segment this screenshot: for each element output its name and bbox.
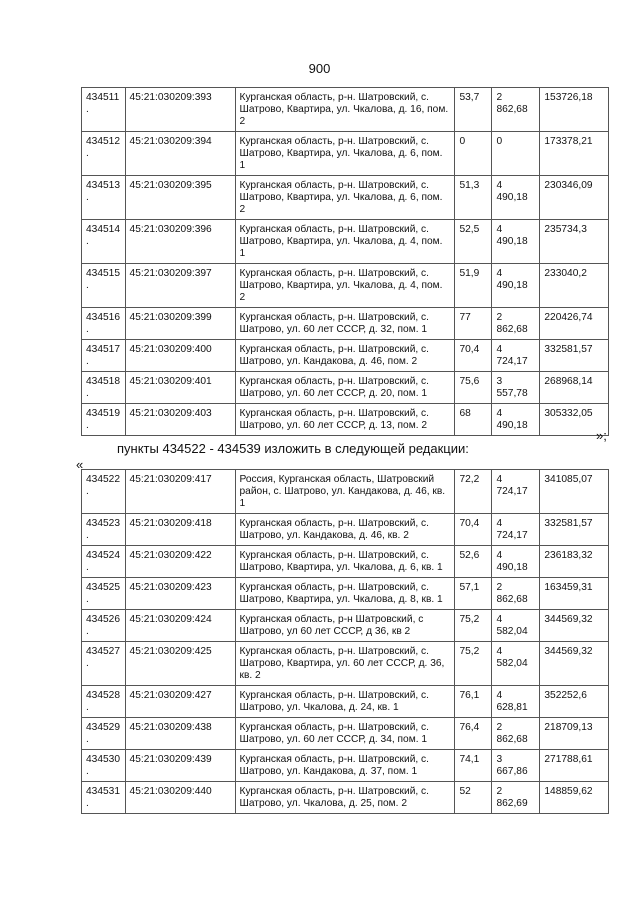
address-cell: Курганская область, р-н. Шатровский, с. Шатрово, Квартира, ул. Чкалова, д. 8, кв. 1 xyxy=(235,578,455,610)
cadastral-value-cell: 268968,14 xyxy=(540,372,609,404)
cadastral-value-cell: 344569,32 xyxy=(540,610,609,642)
row-number-cell: 434524. xyxy=(82,546,126,578)
row-number-cell: 434517. xyxy=(82,340,126,372)
table-row xyxy=(82,686,609,718)
rate-cell: 4 724,17 xyxy=(492,514,540,546)
area-cell: 72,2 xyxy=(455,470,492,514)
address-cell: Курганская область, р-н. Шатровский, с. Шатрово, Квартира, ул. Чкалова, д. 6, кв. 1 xyxy=(235,546,455,578)
cadastral-value-cell: 352252,6 xyxy=(540,686,609,718)
area-cell: 70,4 xyxy=(455,340,492,372)
row-number-cell: 434529. xyxy=(82,718,126,750)
address-cell: Курганская область, р-н. Шатровский, с. Шатрово, ул. Кандакова, д. 46, кв. 2 xyxy=(235,514,455,546)
cadastral-number-cell: 45:21:030209:424 xyxy=(125,610,235,642)
row-number-cell: 434511. xyxy=(82,88,126,132)
row-number-cell: 434512. xyxy=(82,132,126,176)
amendment-instruction: пункты 434522 - 434539 изложить в следующей редакции: xyxy=(117,441,469,456)
rate-cell: 4 724,17 xyxy=(492,340,540,372)
cadastral-value-cell: 218709,13 xyxy=(540,718,609,750)
cadastral-value-cell: 271788,61 xyxy=(540,750,609,782)
rate-cell: 0 xyxy=(492,132,540,176)
cadastral-value-cell: 236183,32 xyxy=(540,546,609,578)
cadastral-number-cell: 45:21:030209:395 xyxy=(125,176,235,220)
cadastral-number-cell: 45:21:030209:417 xyxy=(125,470,235,514)
row-number-cell: 434530. xyxy=(82,750,126,782)
row-number-cell: 434527. xyxy=(82,642,126,686)
address-cell: Курганская область, р-н. Шатровский, с. Шатрово, Квартира, ул. 60 лет СССР, д. 36, кв. 2 xyxy=(235,642,455,686)
row-number-cell: 434523. xyxy=(82,514,126,546)
area-cell: 51,9 xyxy=(455,264,492,308)
area-cell: 57,1 xyxy=(455,578,492,610)
row-number-cell: 434516. xyxy=(82,308,126,340)
area-cell: 76,1 xyxy=(455,686,492,718)
cadastral-number-cell: 45:21:030209:397 xyxy=(125,264,235,308)
area-cell: 68 xyxy=(455,404,492,436)
row-number-cell: 434513. xyxy=(82,176,126,220)
cadastral-value-cell: 230346,09 xyxy=(540,176,609,220)
table-row xyxy=(82,642,609,686)
cadastral-number-cell: 45:21:030209:399 xyxy=(125,308,235,340)
rate-cell: 2 862,68 xyxy=(492,308,540,340)
row-number-cell: 434528. xyxy=(82,686,126,718)
cadastral-number-cell: 45:21:030209:425 xyxy=(125,642,235,686)
rate-cell: 2 862,68 xyxy=(492,88,540,132)
table-row xyxy=(82,750,609,782)
cadastral-value-cell: 332581,57 xyxy=(540,340,609,372)
area-cell: 77 xyxy=(455,308,492,340)
cadastral-number-cell: 45:21:030209:439 xyxy=(125,750,235,782)
cadastral-value-cell: 153726,18 xyxy=(540,88,609,132)
table-row xyxy=(82,578,609,610)
cadastral-number-cell: 45:21:030209:422 xyxy=(125,546,235,578)
cadastral-number-cell: 45:21:030209:400 xyxy=(125,340,235,372)
table-row xyxy=(82,404,609,436)
row-number-cell: 434514. xyxy=(82,220,126,264)
cadastral-value-cell: 341085,07 xyxy=(540,470,609,514)
table-row xyxy=(82,308,609,340)
address-cell: Курганская область, р-н. Шатровский, с. Шатрово, ул. 60 лет СССР, д. 13, пом. 2 xyxy=(235,404,455,436)
rate-cell: 3 667,86 xyxy=(492,750,540,782)
rate-cell: 4 490,18 xyxy=(492,264,540,308)
row-number-cell: 434519. xyxy=(82,404,126,436)
area-cell: 52 xyxy=(455,782,492,814)
cadastral-number-cell: 45:21:030209:427 xyxy=(125,686,235,718)
area-cell: 75,6 xyxy=(455,372,492,404)
rate-cell: 4 628,81 xyxy=(492,686,540,718)
area-cell: 74,1 xyxy=(455,750,492,782)
cadastral-value-cell: 344569,32 xyxy=(540,642,609,686)
row-number-cell: 434518. xyxy=(82,372,126,404)
row-number-cell: 434526. xyxy=(82,610,126,642)
rate-cell: 4 724,17 xyxy=(492,470,540,514)
rate-cell: 2 862,68 xyxy=(492,578,540,610)
rate-cell: 4 582,04 xyxy=(492,610,540,642)
rate-cell: 2 862,69 xyxy=(492,782,540,814)
rate-cell: 4 490,18 xyxy=(492,546,540,578)
address-cell: Курганская область, р-н Шатровский, с Шатрово, ул 60 лет СССР, д 36, кв 2 xyxy=(235,610,455,642)
area-cell: 52,6 xyxy=(455,546,492,578)
address-cell: Курганская область, р-н. Шатровский, с. Шатрово, Квартира, ул. Чкалова, д. 4, пом. 2 xyxy=(235,264,455,308)
register-table-after xyxy=(81,469,609,814)
opening-quote: « xyxy=(76,457,84,472)
table-row xyxy=(82,782,609,814)
address-cell: Курганская область, р-н. Шатровский, с. Шатрово, ул. 60 лет СССР, д. 32, пом. 1 xyxy=(235,308,455,340)
table-row xyxy=(82,718,609,750)
area-cell: 53,7 xyxy=(455,88,492,132)
address-cell: Курганская область, р-н. Шатровский, с. Шатрово, ул. Чкалова, д. 24, кв. 1 xyxy=(235,686,455,718)
cadastral-value-cell: 148859,62 xyxy=(540,782,609,814)
table-row xyxy=(82,470,609,514)
cadastral-value-cell: 163459,31 xyxy=(540,578,609,610)
rate-cell: 3 557,78 xyxy=(492,372,540,404)
table-row xyxy=(82,220,609,264)
cadastral-value-cell: 305332,05 xyxy=(540,404,609,436)
area-cell: 0 xyxy=(455,132,492,176)
rate-cell: 4 582,04 xyxy=(492,642,540,686)
cadastral-number-cell: 45:21:030209:403 xyxy=(125,404,235,436)
table-row xyxy=(82,132,609,176)
address-cell: Курганская область, р-н. Шатровский, с. Шатрово, Квартира, ул. Чкалова, д. 6, пом. 2 xyxy=(235,176,455,220)
page-number: 900 xyxy=(308,61,331,76)
cadastral-number-cell: 45:21:030209:423 xyxy=(125,578,235,610)
closing-quote: »; xyxy=(596,428,607,443)
cadastral-value-cell: 173378,21 xyxy=(540,132,609,176)
rate-cell: 4 490,18 xyxy=(492,176,540,220)
area-cell: 76,4 xyxy=(455,718,492,750)
area-cell: 52,5 xyxy=(455,220,492,264)
table-row xyxy=(82,176,609,220)
address-cell: Курганская область, р-н. Шатровский, с. Шатрово, ул. 60 лет СССР, д. 20, пом. 1 xyxy=(235,372,455,404)
cadastral-number-cell: 45:21:030209:438 xyxy=(125,718,235,750)
cadastral-value-cell: 233040,2 xyxy=(540,264,609,308)
cadastral-value-cell: 332581,57 xyxy=(540,514,609,546)
row-number-cell: 434515. xyxy=(82,264,126,308)
area-cell: 75,2 xyxy=(455,642,492,686)
cadastral-number-cell: 45:21:030209:418 xyxy=(125,514,235,546)
row-number-cell: 434522. xyxy=(82,470,126,514)
address-cell: Курганская область, р-н. Шатровский, с. Шатрово, ул. Кандакова, д. 46, пом. 2 xyxy=(235,340,455,372)
address-cell: Курганская область, р-н. Шатровский, с. Шатрово, ул. Чкалова, д. 25, пом. 2 xyxy=(235,782,455,814)
cadastral-number-cell: 45:21:030209:440 xyxy=(125,782,235,814)
table-row xyxy=(82,88,609,132)
rate-cell: 4 490,18 xyxy=(492,220,540,264)
register-table-before xyxy=(81,87,609,436)
address-cell: Курганская область, р-н. Шатровский, с. Шатрово, Квартира, ул. Чкалова, д. 16, пом. 2 xyxy=(235,88,455,132)
cadastral-number-cell: 45:21:030209:396 xyxy=(125,220,235,264)
cadastral-value-cell: 235734,3 xyxy=(540,220,609,264)
table-row xyxy=(82,610,609,642)
table-row xyxy=(82,340,609,372)
cadastral-number-cell: 45:21:030209:394 xyxy=(125,132,235,176)
cadastral-number-cell: 45:21:030209:401 xyxy=(125,372,235,404)
address-cell: Курганская область, р-н. Шатровский, с. Шатрово, Квартира, ул. Чкалова, д. 4, пом. 1 xyxy=(235,220,455,264)
table-row xyxy=(82,372,609,404)
table-row xyxy=(82,264,609,308)
cadastral-value-cell: 220426,74 xyxy=(540,308,609,340)
rate-cell: 4 490,18 xyxy=(492,404,540,436)
cadastral-number-cell: 45:21:030209:393 xyxy=(125,88,235,132)
area-cell: 51,3 xyxy=(455,176,492,220)
rate-cell: 2 862,68 xyxy=(492,718,540,750)
area-cell: 75,2 xyxy=(455,610,492,642)
row-number-cell: 434531. xyxy=(82,782,126,814)
area-cell: 70,4 xyxy=(455,514,492,546)
row-number-cell: 434525. xyxy=(82,578,126,610)
address-cell: Курганская область, р-н. Шатровский, с. Шатрово, ул. Кандакова, д. 37, пом. 1 xyxy=(235,750,455,782)
address-cell: Курганская область, р-н. Шатровский, с. Шатрово, ул. 60 лет СССР, д. 34, пом. 1 xyxy=(235,718,455,750)
table-row xyxy=(82,546,609,578)
address-cell: Россия, Курганская область, Шатровский район, с. Шатрово, ул. Кандакова, д. 46, кв. 1 xyxy=(235,470,455,514)
address-cell: Курганская область, р-н. Шатровский, с. Шатрово, Квартира, ул. Чкалова, д. 6, пом. 1 xyxy=(235,132,455,176)
table-row xyxy=(82,514,609,546)
